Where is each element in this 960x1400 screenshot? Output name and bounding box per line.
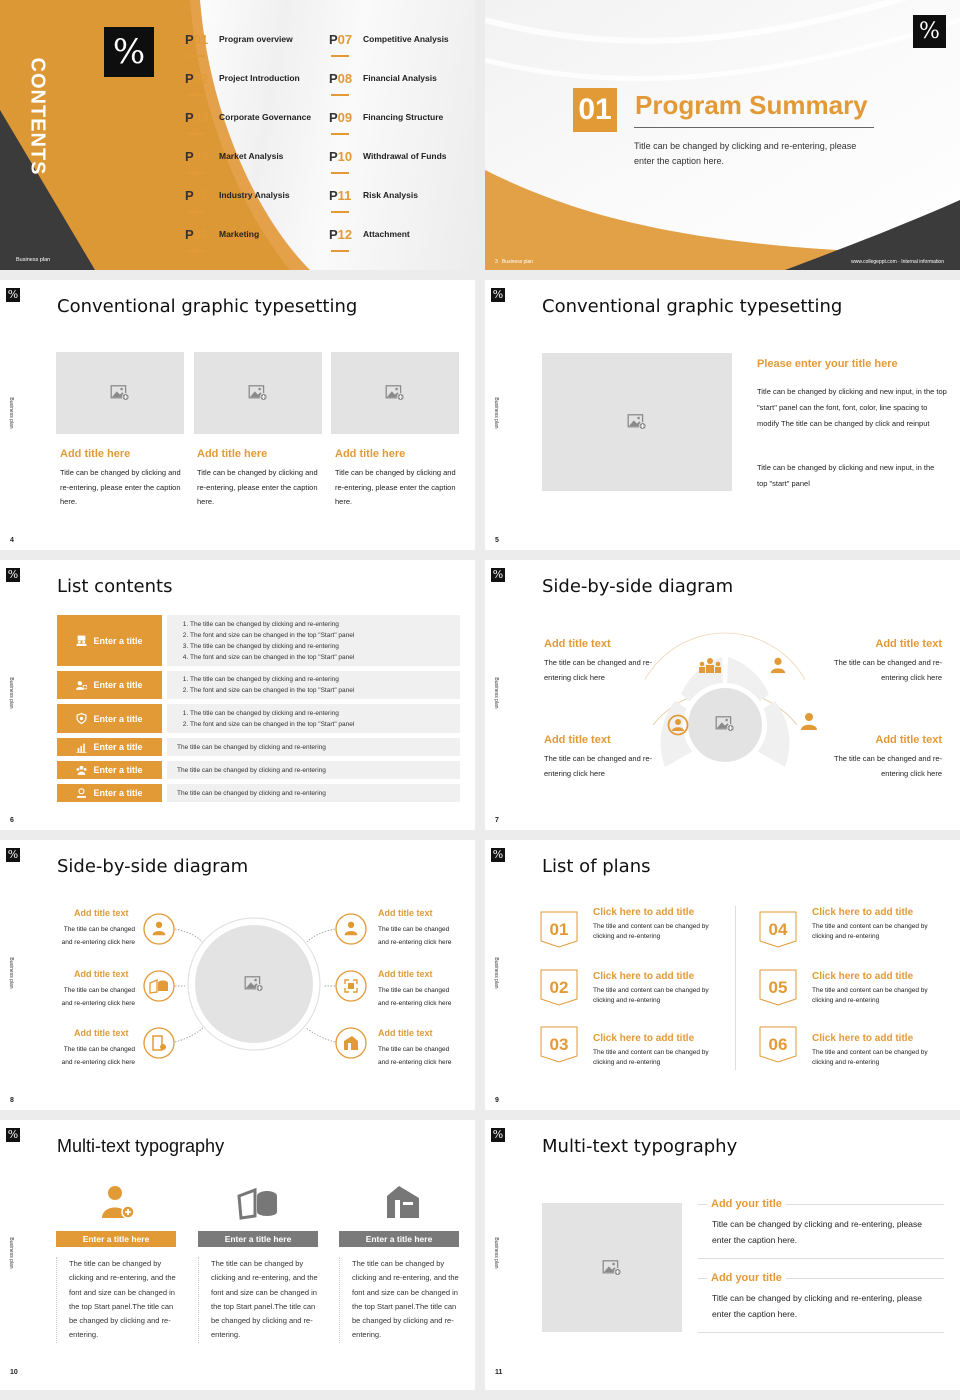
plan-text[interactable]: The title and content can be changed by clicking and re-entering: [812, 1049, 928, 1066]
toc-item[interactable]: P08 Financial Analysis: [329, 71, 437, 86]
building-icon: [343, 1035, 359, 1051]
woman-chat-icon: [769, 656, 787, 674]
plan-text[interactable]: The title and content can be changed by clicking and re-entering: [812, 987, 928, 1004]
side-label: Business plan: [493, 397, 499, 429]
user-refresh-icon: [667, 714, 689, 736]
slide-title[interactable]: Multi-text typography: [57, 1136, 225, 1156]
side-label: Business plan: [8, 957, 14, 989]
image-add-icon: [248, 385, 268, 401]
plan-title[interactable]: Click here to add title: [812, 971, 914, 982]
brand-logo: %: [492, 568, 504, 581]
cheese-icon: [149, 978, 169, 994]
contents-vertical-title: CONTENTS: [26, 57, 49, 176]
slide-side-by-side-circle[interactable]: [0, 840, 475, 1110]
user-card-icon: [76, 680, 87, 691]
column-header[interactable]: Enter a title here: [339, 1231, 459, 1247]
brand-logo: %: [492, 1128, 504, 1141]
plan-badge: [540, 1026, 578, 1064]
block-title[interactable]: Add title text: [378, 908, 433, 918]
card-title[interactable]: Add title here: [60, 448, 131, 460]
section-caption[interactable]: Title can be changed by clicking and re-entering, please enter the caption here.: [634, 141, 857, 166]
mobile-user-icon: [152, 1035, 166, 1051]
plan-text[interactable]: The title and content can be changed by clicking and re-entering: [593, 1049, 709, 1066]
building-icon: [385, 1184, 421, 1220]
plan-title[interactable]: Click here to add title: [812, 907, 914, 918]
column-text[interactable]: The title can be changed by clicking and re-entering, and the font and size can be changed in the top Start panel.The title can be changed by clicking and re-entering.: [198, 1257, 318, 1343]
plan-badge: [540, 911, 578, 949]
block-text[interactable]: Title can be changed by clicking and re-entering, please enter the caption here.: [712, 1219, 922, 1245]
block-title[interactable]: Add your title: [707, 1272, 786, 1284]
list-row[interactable]: Enter a title 1. The title can be changed by clicking and re-entering 2. The font and size can be changed in the top "Start" panel: [57, 704, 460, 733]
plan-title[interactable]: Click here to add title: [593, 971, 695, 982]
slide-title[interactable]: List contents: [57, 576, 173, 597]
block-text[interactable]: The title can be changed and re-entering click here: [378, 987, 452, 1007]
image-placeholder[interactable]: [542, 353, 732, 491]
image-placeholder[interactable]: [194, 352, 322, 434]
list-row[interactable]: Enter a title The title can be changed by clicking and re-entering: [57, 738, 460, 756]
footer-left: 3 Business plan: [495, 259, 534, 265]
side-label: Business plan: [493, 957, 499, 989]
image-add-icon[interactable]: [715, 716, 735, 732]
card-title[interactable]: Add title here: [335, 448, 406, 460]
block-title[interactable]: Add title text: [875, 734, 942, 746]
footer-right: www.collegeppt.com · Internal information: [851, 259, 944, 265]
block-title[interactable]: Add title text: [74, 969, 129, 979]
plan-text[interactable]: The title and content can be changed by clicking and re-entering: [593, 987, 709, 1004]
slide-title[interactable]: List of plans: [542, 856, 651, 877]
reader-icon: [799, 710, 819, 732]
card-text[interactable]: Title can be changed by clicking and re-entering, please enter the caption here.: [60, 468, 181, 506]
user-chat-icon: [343, 920, 359, 936]
brand-logo: %: [7, 288, 19, 301]
slide-list-contents[interactable]: [0, 560, 475, 830]
slide-program-summary[interactable]: [485, 0, 960, 270]
block-title[interactable]: Add title text: [74, 1028, 129, 1038]
slide-multi-text-image[interactable]: [485, 1120, 960, 1390]
block-text[interactable]: The title can be changed and re-entering click here: [378, 926, 452, 946]
image-placeholder[interactable]: [56, 352, 184, 434]
block-text[interactable]: The title can be changed and re-entering click here: [544, 658, 652, 682]
column-header[interactable]: Enter a title here: [56, 1231, 176, 1247]
toc-item[interactable]: P10 Withdrawal of Funds: [329, 149, 447, 164]
content-paragraph[interactable]: Title can be changed by clicking and new input, in the top "start" panel: [757, 463, 935, 488]
image-placeholder[interactable]: [542, 1203, 682, 1332]
toc-item[interactable]: P09 Financing Structure: [329, 110, 444, 125]
page-number: 10: [10, 1369, 18, 1376]
block-text[interactable]: Title can be changed by clicking and re-entering, please enter the caption here.: [712, 1293, 922, 1319]
toc-item[interactable]: P05 Industry Analysis: [185, 188, 290, 203]
block-text[interactable]: The title can be changed and re-entering click here: [544, 754, 652, 778]
brand-logo: %: [492, 288, 504, 301]
card-text[interactable]: Title can be changed by clicking and re-entering, please enter the caption here.: [335, 468, 456, 506]
bar-chart-icon: [76, 742, 87, 753]
toc-item[interactable]: P02 Project Introduction: [185, 71, 300, 86]
slide-title[interactable]: Conventional graphic typesetting: [57, 296, 358, 317]
side-label: Business plan: [8, 397, 14, 429]
scan-icon: [343, 978, 359, 994]
list-row[interactable]: Enter a title The title can be changed by clicking and re-entering: [57, 761, 460, 779]
slide-title[interactable]: Side-by-side diagram: [57, 856, 249, 877]
plan-text[interactable]: The title and content can be changed by clicking and re-entering: [812, 923, 928, 940]
page-number: 11: [495, 1369, 503, 1376]
block-title[interactable]: Add title text: [875, 638, 942, 650]
toc-item[interactable]: P01 Program overview: [185, 32, 293, 47]
location-hand-icon: [76, 788, 87, 799]
toc-item[interactable]: P03 Corporate Governance: [185, 110, 312, 125]
list-row[interactable]: Enter a title The title can be changed by clicking and re-entering: [57, 784, 460, 802]
plan-title[interactable]: Click here to add title: [593, 907, 695, 918]
shield-icon: [76, 713, 87, 724]
plan-badge: [759, 1026, 797, 1064]
footer-label: Business plan: [16, 257, 51, 263]
page-number: 6: [10, 817, 14, 824]
divider: [698, 1332, 944, 1333]
slide-side-by-side-semicircle[interactable]: [485, 560, 960, 830]
block-text[interactable]: The title can be changed and re-entering click here: [61, 1046, 135, 1066]
user-add-icon: [151, 920, 167, 936]
card-text[interactable]: Title can be changed by clicking and re-entering, please enter the caption here.: [197, 468, 318, 506]
block-title[interactable]: Add your title: [707, 1198, 786, 1210]
divider: [698, 1258, 944, 1259]
slide-title[interactable]: Conventional graphic typesetting: [542, 296, 843, 317]
cheese-icon: [237, 1186, 279, 1220]
brand-logo: %: [7, 1128, 19, 1141]
plan-badge: [759, 911, 797, 949]
column-text[interactable]: The title can be changed by clicking and re-entering, and the font and size can be changed in the top Start panel.The title can be changed by clicking and re-entering.: [56, 1257, 176, 1343]
brand-logo: %: [7, 568, 19, 581]
block-title[interactable]: Add title text: [544, 734, 611, 746]
decorative-background: [485, 0, 960, 270]
side-label: Business plan: [8, 677, 14, 709]
divider: [634, 127, 874, 128]
column-header[interactable]: Enter a title here: [198, 1231, 318, 1247]
block-title[interactable]: Add title text: [74, 908, 129, 918]
slide-multi-text-3col[interactable]: [0, 1120, 475, 1390]
page-number: 4: [10, 537, 14, 544]
list-row[interactable]: Enter a title 1. The title can be changed by clicking and re-entering 2. The font and size can be changed in the top "Start" panel: [57, 671, 460, 699]
image-add-icon: [110, 385, 130, 401]
toc-item[interactable]: P11 Risk Analysis: [329, 188, 418, 203]
svg-text:03: 03: [549, 1035, 569, 1054]
block-title[interactable]: Add title text: [544, 638, 611, 650]
plan-title[interactable]: Click here to add title: [593, 1033, 695, 1044]
brand-logo: %: [492, 848, 504, 861]
divider: [735, 906, 736, 1070]
card-title[interactable]: Add title here: [197, 448, 268, 460]
toc-item[interactable]: P04 Market Analysis: [185, 149, 284, 164]
team-icon: [76, 635, 87, 646]
block-title[interactable]: Add title text: [378, 1028, 433, 1038]
side-label: Business plan: [493, 1237, 499, 1269]
content-heading[interactable]: Please enter your title here: [757, 358, 898, 370]
toc-item[interactable]: P07 Competitive Analysis: [329, 32, 449, 47]
svg-text:01: 01: [549, 920, 569, 939]
slide-title[interactable]: Multi-text typography: [542, 1136, 738, 1157]
section-number: 01: [573, 88, 617, 132]
image-add-icon: [627, 414, 647, 430]
block-text[interactable]: The title can be changed and re-entering click here: [61, 987, 135, 1007]
content-paragraph[interactable]: Title can be changed by clicking and new input, in the top "start" panel can the font, font, color, line spacing to modify The title can be changed by click and reinput: [757, 387, 947, 428]
image-add-icon: [602, 1260, 622, 1276]
brand-logo: %: [7, 848, 19, 861]
svg-text:04: 04: [768, 920, 788, 939]
plan-text[interactable]: The title and content can be changed by clicking and re-entering: [593, 923, 709, 940]
svg-text:05: 05: [768, 978, 788, 997]
group-icon: [76, 765, 87, 776]
svg-text:02: 02: [549, 978, 569, 997]
plan-badge: [540, 969, 578, 1007]
toc-item[interactable]: P12 Attachment: [329, 227, 410, 242]
side-label: Business plan: [8, 1237, 14, 1269]
brand-logo: %: [913, 15, 946, 48]
image-placeholder[interactable]: [331, 352, 459, 434]
toc-item[interactable]: P06 Marketing: [185, 227, 260, 242]
block-text[interactable]: The title can be changed and re-entering click here: [834, 658, 942, 682]
image-add-icon: [385, 385, 405, 401]
slide-list-of-plans[interactable]: [485, 840, 960, 1110]
slide-contents[interactable]: [0, 0, 475, 270]
column-text[interactable]: The title can be changed by clicking and re-entering, and the font and size can be changed in the top Start panel.The title can be changed by clicking and re-entering.: [339, 1257, 459, 1343]
plan-title[interactable]: Click here to add title: [812, 1033, 914, 1044]
user-add-icon: [100, 1184, 136, 1220]
block-title[interactable]: Add title text: [378, 969, 433, 979]
slide-title[interactable]: Side-by-side diagram: [542, 576, 734, 597]
svg-text:06: 06: [768, 1035, 788, 1054]
semicircle-diagram: [645, 625, 805, 785]
side-label: Business plan: [493, 677, 499, 709]
block-text[interactable]: The title can be changed and re-entering click here: [378, 1046, 452, 1066]
slide-graphic-typesetting-3col[interactable]: [0, 280, 475, 550]
block-text[interactable]: The title can be changed and re-entering click here: [61, 926, 135, 946]
page-number: 8: [10, 1097, 14, 1104]
page-number: 5: [495, 537, 499, 544]
image-add-icon[interactable]: [244, 976, 264, 992]
plan-badge: [759, 969, 797, 1007]
team-icon: [697, 657, 723, 673]
list-row[interactable]: Enter a title 1. The title can be changed by clicking and re-entering 2. The font and size can be changed in the top "Start" panel 3. The title can be changed by clicking and re-entering 4. The font and size can be changed in the top "Start" panel: [57, 615, 460, 666]
section-title[interactable]: Program Summary: [635, 90, 868, 120]
block-text[interactable]: The title can be changed and re-entering click here: [834, 754, 942, 778]
slide-graphic-typesetting-single[interactable]: [485, 280, 960, 550]
brand-logo: %: [104, 27, 154, 77]
page-number: 7: [495, 817, 499, 824]
page-number: 9: [495, 1097, 499, 1104]
